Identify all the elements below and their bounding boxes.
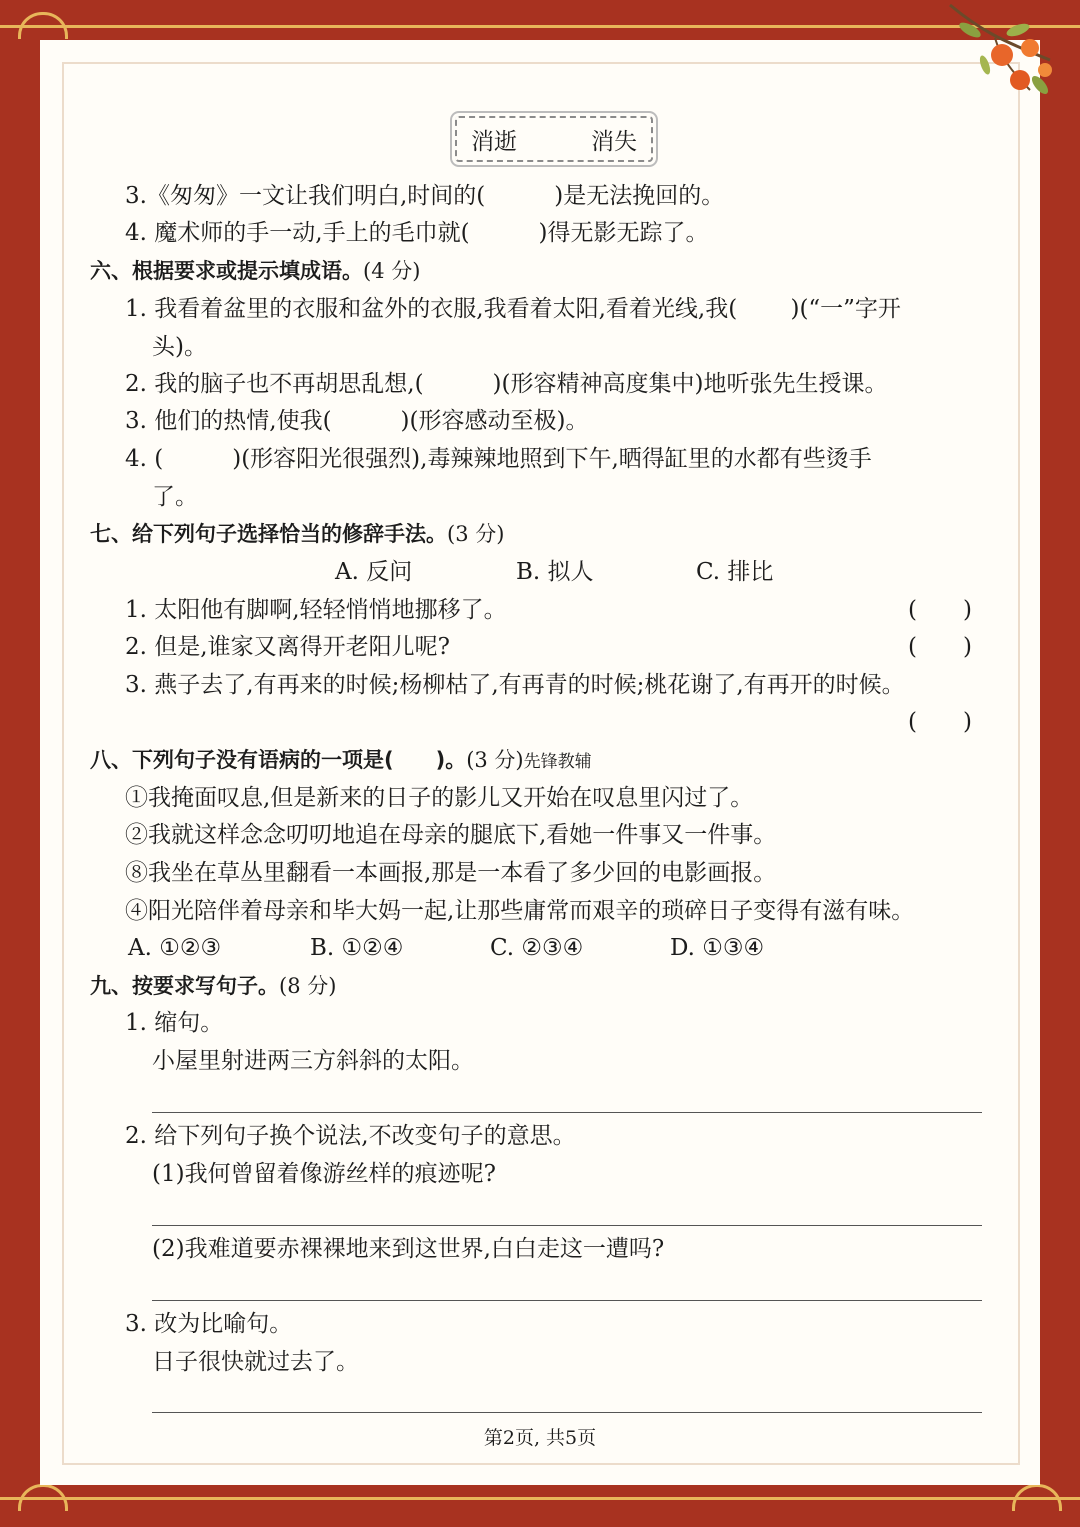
s8-sentence-1: ①我掩面叹息,但是新来的日子的影儿又开始在叹息里闪过了。 [125,785,754,811]
s9-question-2-part-1: (1)我何曾留着像游丝样的痕迹呢? [152,1161,496,1187]
word-1: 消逝 [471,128,517,155]
word-pair-box [455,116,653,162]
section-8-heading [90,745,592,777]
section-9-points: (8 分) [279,974,337,998]
section-6-heading [90,256,420,286]
s9-question-2-part-2: (2)我难道要赤裸裸地来到这世界,白白走这一遭吗? [152,1236,665,1262]
section-8-title: 八、下列句子没有语病的一项是( )。 [90,748,467,772]
s6-question-4: 4. ( )(形容阳光很强烈),毒辣辣地照到下午,晒得缸里的水都有些烫手 [125,446,872,472]
s6-question-2: 2. 我的脑子也不再胡思乱想,( )(形容精神高度集中)地听张先生授课。 [125,371,888,397]
section-9-heading [90,971,336,1001]
section-8-note: 先锋教辅 [523,752,592,772]
s7-question-3: 3. 燕子去了,有再来的时候;杨柳枯了,有再青的时候;桃花谢了,有再开的时候。 [125,672,905,698]
s7-question-2: 2. 但是,谁家又离得开老阳儿呢? [125,634,450,660]
word-2: 消失 [591,128,637,155]
s7-answer-blank-2[interactable]: ( ) [908,634,972,660]
s9-question-1: 1. 缩句。 [125,1010,224,1036]
s7-option-c: C. 排比 [696,559,774,585]
section-7-heading [90,519,504,549]
s6-question-3: 3. 他们的热情,使我( )(形容感动至极)。 [125,408,589,434]
s6-question-4-cont: 了。 [152,484,198,510]
s8-sentence-3: ⑧我坐在草丛里翻看一本画报,那是一本看了多少回的电影画报。 [125,860,777,886]
s8-option-a: A. ①②③ [128,935,222,961]
s7-answer-blank-1[interactable]: ( ) [908,597,972,623]
s9-question-1-sentence: 小屋里射进两三方斜斜的太阳。 [152,1048,474,1074]
s7-option-a: A. 反问 [335,559,413,585]
s5-question-4: 4. 魔术师的手一动,手上的毛巾就( )得无影无踪了。 [125,220,709,246]
s9-question-2: 2. 给下列句子换个说法,不改变句子的意思。 [125,1123,576,1149]
s7-question-1: 1. 太阳他有脚啊,轻轻悄悄地挪移了。 [125,597,507,623]
section-6-points: (4 分) [363,259,421,283]
s6-question-1: 1. 我看着盆里的衣服和盆外的衣服,我看着太阳,看着光线,我( )(“一”字开 [125,296,901,322]
s9-question-3-sentence: 日子很快就过去了。 [152,1349,359,1375]
s7-option-b: B. 拟人 [516,559,594,585]
s9-answer-line-1[interactable] [152,1112,982,1113]
section-9-title: 九、按要求写句子。 [90,974,279,998]
section-8-points: (3 分) [466,748,524,772]
section-6-title: 六、根据要求或提示填成语。 [90,259,363,283]
s8-option-d: D. ①③④ [670,935,765,961]
section-7-points: (3 分) [447,522,505,546]
s8-sentence-2: ②我就这样念念叨叨地追在母亲的腿底下,看她一件事又一件事。 [125,822,777,848]
page-number: 第2页, 共5页 [483,1427,597,1449]
s8-option-b: B. ①②④ [310,935,404,961]
section-7-title: 七、给下列句子选择恰当的修辞手法。 [90,522,447,546]
s9-answer-line-3[interactable] [152,1300,982,1301]
s9-answer-line-2[interactable] [152,1225,982,1226]
s8-sentence-4: ④阳光陪伴着母亲和毕大妈一起,让那些庸常而艰辛的琐碎日子变得有滋有味。 [125,898,915,924]
s7-answer-blank-3[interactable]: ( ) [908,709,972,735]
s5-question-3: 3.《匆匆》一文让我们明白,时间的( )是无法挽回的。 [125,183,725,209]
s9-answer-line-4[interactable] [152,1412,982,1413]
s9-question-3: 3. 改为比喻句。 [125,1311,293,1337]
s6-question-1-cont: 头)。 [152,334,207,360]
s8-option-c: C. ②③④ [490,935,584,961]
